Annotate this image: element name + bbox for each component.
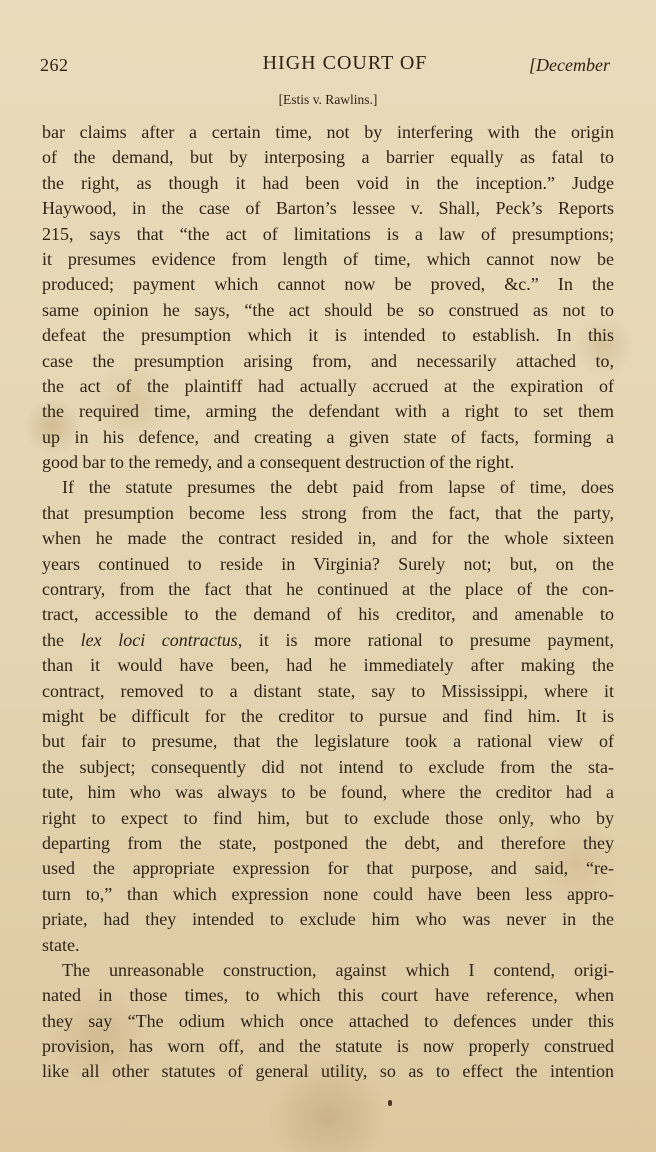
text-line: than it would have been, had he immediately after making the [42, 655, 614, 676]
text-line: but fair to presume, that the legislature took a rational view of [42, 731, 614, 752]
text-line: contrary, from the fact that he continued at the place of the con- [42, 579, 614, 600]
page-number: 262 [40, 55, 69, 75]
text-line: contract, removed to a distant state, say to Mississippi, where it [42, 680, 614, 701]
running-header [40, 52, 610, 82]
ink-mark [388, 1100, 392, 1106]
text-segment: , it is more rational to presume payment, [237, 629, 614, 650]
text-line: the required time, arming the defendant with a right to set them [42, 401, 614, 422]
text-line: Haywood, in the case of Barton’s lessee v. Shall, Peck’s Reports [42, 198, 614, 219]
body-text [42, 120, 614, 1085]
text-line: the right, as though it had been void in the inception.” Judge [42, 172, 614, 193]
text-line: defeat the presumption which it is intended to establish. In this [42, 325, 614, 346]
running-title: HIGH COURT OF [262, 52, 428, 74]
text-line: bar claims after a certain time, not by interfering with the origin [42, 122, 614, 142]
text-line: produced; payment which cannot now be proved, &c.” In the [42, 274, 614, 295]
text-line: up in his defence, and creating a given state of facts, forming a [42, 426, 614, 447]
paragraph-start-line: The unreasonable construction, against which I contend, origi- [62, 959, 614, 980]
text-line: might be difficult for the creditor to pursue and find him. It is [42, 705, 614, 726]
text-line: state. [42, 934, 80, 955]
text-line: case the presumption arising from, and necessarily attached to, [42, 350, 614, 371]
text-line: they say “The odium which once attached to defences under this [42, 1010, 614, 1031]
latin-phrase: lex loci contractus [80, 629, 238, 650]
running-date: [December [529, 55, 610, 75]
text-line: when he made the contract resided in, and for the whole sixteen [42, 528, 614, 549]
paragraph-start-line: If the statute presumes the debt paid from lapse of time, does [62, 477, 614, 498]
text-line: used the appropriate expression for that purpose, and said, “re- [42, 858, 614, 879]
case-reference: [Estis v. Rawlins.] [278, 92, 378, 107]
text-line: same opinion he says, “the act should be so construed as not to [42, 299, 614, 320]
text-line: years continued to reside in Virginia? Surely not; but, on the [42, 553, 614, 574]
text-segment: the [42, 629, 81, 650]
text-line: tute, him who was always to be found, where the creditor had a [42, 782, 614, 803]
text-line: of the demand, but by interposing a barrier equally as fatal to [42, 147, 614, 168]
text-line: right to expect to find him, but to exclude those only, who by [42, 807, 614, 828]
text-line: like all other statutes of general utility, so as to effect the intention [42, 1061, 614, 1082]
text-line: that presumption become less strong from the fact, that the party, [42, 502, 614, 523]
text-line-with-italic [42, 628, 614, 653]
text-line: tract, accessible to the demand of his creditor, and amenable to [42, 604, 614, 625]
text-line: nated in those times, to which this court have reference, when [42, 985, 614, 1006]
text-line: 215, says that “the act of limitations is a law of presumptions; [42, 223, 614, 244]
text-line: the act of the plaintiff had actually accrued at the expiration of [42, 375, 614, 396]
text-line: departing from the state, postponed the debt, and therefore they [42, 832, 614, 853]
text-line: it presumes evidence from length of time, which cannot now be [42, 248, 614, 269]
text-line: turn to,” than which expression none could have been less appro- [42, 883, 614, 904]
text-line: the subject; consequently did not intend to exclude from the sta- [42, 756, 614, 777]
text-line: provision, has worn off, and the statute is now properly construed [42, 1036, 614, 1057]
text-line: good bar to the remedy, and a consequent destruction of the right. [42, 452, 515, 473]
text-line: priate, had they intended to exclude him who was never in the [42, 909, 614, 930]
